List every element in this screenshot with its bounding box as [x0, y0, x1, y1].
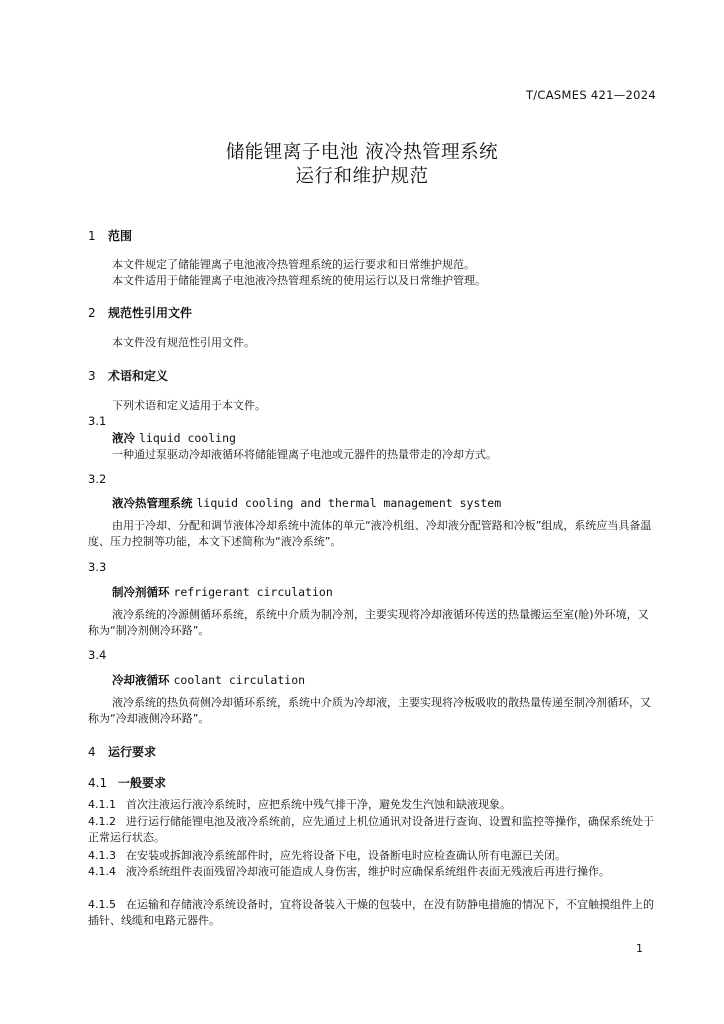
- clause-text: 在运输和存储液冷系统设备时，宜将设备装入干燥的包装中，在没有防静电措施的情况下，不宜触摸组件上的插针、线缆和电路元器件。: [88, 898, 654, 927]
- subsection-title: 一般要求: [118, 776, 167, 790]
- term-definition: 由用于冷却、分配和调节液体冷却系统中流体的单元“液冷机组、冷却液分配管路和冷板”组成，系统应当具备温度、压力控制等功能，本文下述简称为“液冷系统”。: [88, 519, 652, 548]
- clause-number: 4.1.3: [88, 849, 116, 862]
- subsection-heading-general: [88, 774, 166, 791]
- term-number: 3.2: [88, 472, 107, 486]
- section-number: 3: [88, 369, 96, 383]
- clause-number: 4.1.4: [88, 865, 116, 878]
- paragraph: 本文件没有规范性引用文件。: [112, 336, 255, 349]
- term-entry: [112, 430, 236, 446]
- section-heading-terms: [88, 367, 168, 384]
- term-english: refrigerant circulation: [173, 585, 333, 599]
- term-entry: [112, 584, 333, 600]
- term-chinese: 液冷热管理系统: [112, 496, 193, 510]
- clause: [88, 864, 656, 880]
- term-english: liquid cooling and thermal management system: [196, 496, 502, 510]
- clause-text: 在安装或拆卸液冷系统部件时，应先将设备下电，设备断电时应检查确认所有电源已关闭。: [126, 849, 566, 862]
- clause: [88, 897, 656, 929]
- section-title: 术语和定义: [108, 369, 169, 383]
- section-title: 范围: [108, 229, 133, 243]
- clause-number: 4.1.2: [88, 815, 116, 828]
- document-title-line2: 运行和维护规范: [295, 166, 429, 187]
- clause: [88, 797, 656, 813]
- term-number: 3.3: [88, 560, 107, 574]
- term-number: 3.1: [88, 414, 107, 428]
- clause-text: 进行运行储能锂电池及液冷系统前，应先通过上机位通讯对设备进行查询、设置和监控等操作，确保系统处于正常运行状态。: [88, 815, 654, 844]
- term-english: liquid cooling: [139, 431, 236, 445]
- clause: [88, 848, 656, 864]
- section-heading-scope: [88, 227, 132, 244]
- term-entry: [112, 672, 305, 688]
- term-definition: 液冷系统的热负荷侧冷却循环系统，系统中介质为冷却液，主要实现将冷板吸收的散热量传递至制冷剂循环，又称为“冷却液侧冷环路”。: [88, 696, 651, 725]
- page-number: 1: [636, 942, 643, 955]
- clause: [88, 814, 656, 846]
- term-chinese: 制冷剂循环: [112, 585, 170, 599]
- document-title-line1: 储能锂离子电池 液冷热管理系统: [225, 142, 499, 163]
- standard-number: T/CASMES 421—2024: [525, 88, 656, 102]
- section-heading-operation: [88, 743, 156, 760]
- term-chinese: 冷却液循环: [112, 673, 170, 687]
- section-title: 运行要求: [108, 745, 157, 759]
- paragraph: 本文件适用于储能锂离子电池液冷热管理系统的使用运行以及日常维护管理。: [112, 274, 486, 287]
- section-number: 2: [88, 306, 96, 320]
- clause-text: 首次注液运行液冷系统时，应把系统中残气排干净，避免发生汽蚀和缺液现象。: [126, 798, 511, 811]
- term-definition: 液冷系统的冷源侧循环系统，系统中介质为制冷剂，主要实现将冷却液循环传送的热量搬运至室(舱)外环境，又称为“制冷剂侧冷环路”。: [88, 608, 649, 637]
- section-number: 1: [88, 229, 96, 243]
- clause-number: 4.1.1: [88, 798, 116, 811]
- section-title: 规范性引用文件: [108, 306, 193, 320]
- paragraph: 本文件规定了储能锂离子电池液冷热管理系统的运行要求和日常维护规范。: [112, 258, 475, 271]
- term-number: 3.4: [88, 648, 107, 662]
- paragraph: 下列术语和定义适用于本文件。: [112, 399, 266, 412]
- term-chinese: 液冷: [112, 431, 135, 445]
- term-entry: [112, 495, 501, 511]
- clause-number: 4.1.5: [88, 898, 116, 911]
- section-heading-normative-references: [88, 304, 192, 321]
- clause-text: 液冷系统组件表面残留冷却液可能造成人身伤害，维护时应确保系统组件表面无残液后再进行操作。: [126, 865, 610, 878]
- section-number: 4: [88, 745, 96, 759]
- term-definition: 一种通过泵驱动冷却液循环将储能锂离子电池或元器件的热量带走的冷却方式。: [112, 448, 497, 461]
- subsection-number: 4.1: [88, 776, 108, 790]
- term-english: coolant circulation: [173, 673, 306, 687]
